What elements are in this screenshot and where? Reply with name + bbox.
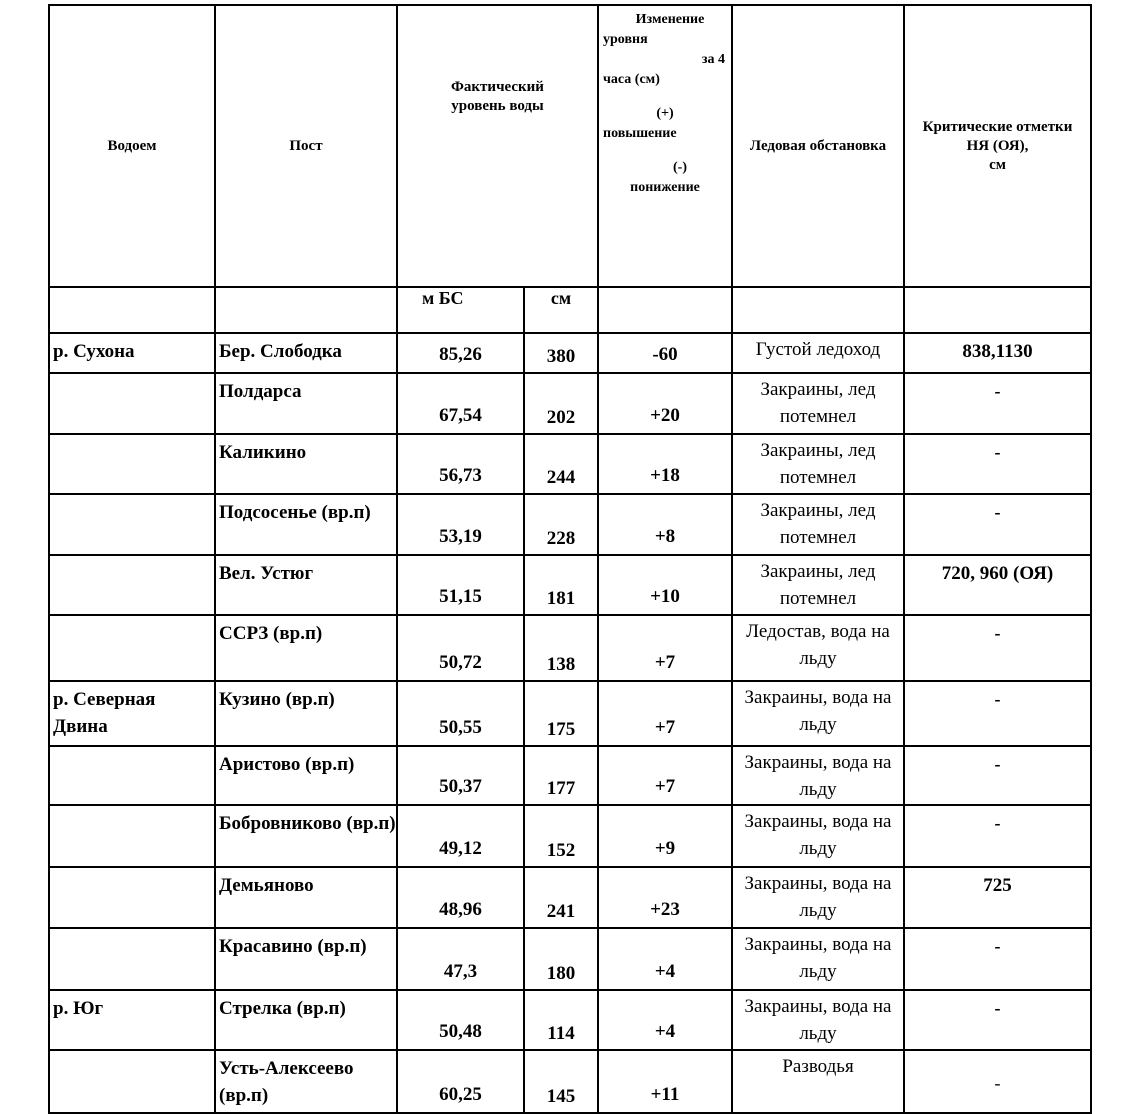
table-row bbox=[49, 333, 1091, 373]
cell-critical: - bbox=[904, 373, 1091, 434]
water-level-table bbox=[48, 4, 1092, 1114]
table-row bbox=[49, 928, 1091, 990]
cell-level-cm: 202 bbox=[524, 373, 598, 434]
cell-level-cm: 241 bbox=[524, 867, 598, 928]
header-vodoem: Водоем bbox=[49, 5, 215, 287]
cell-critical: - bbox=[904, 990, 1091, 1050]
cell-level-m-bs: 53,19 bbox=[397, 494, 524, 555]
cell-ice: Закраины, вода на льду bbox=[732, 867, 904, 928]
cell-post: Подсосенье (вр.п) bbox=[215, 494, 397, 555]
table-row bbox=[49, 867, 1091, 928]
cell-ice: Закраины, вода на льду bbox=[732, 805, 904, 867]
cell-change: +23 bbox=[598, 867, 732, 928]
cell-level-cm: 152 bbox=[524, 805, 598, 867]
table-row bbox=[49, 434, 1091, 494]
change-line: часа (см) bbox=[603, 72, 660, 87]
cell-level-cm: 380 bbox=[524, 333, 598, 373]
cell-ice: Закраины, вода на льду bbox=[732, 746, 904, 805]
cell-critical: - bbox=[904, 615, 1091, 681]
cell-post: Вел. Устюг bbox=[215, 555, 397, 615]
table-row bbox=[49, 494, 1091, 555]
cell-post: Аристово (вр.п) bbox=[215, 746, 397, 805]
units-row bbox=[49, 287, 1091, 333]
cell-level-cm: 177 bbox=[524, 746, 598, 805]
cell-vodoem bbox=[49, 1050, 215, 1113]
cell-level-m-bs: 50,37 bbox=[397, 746, 524, 805]
units-empty bbox=[49, 287, 215, 333]
cell-critical: - bbox=[904, 434, 1091, 494]
change-line: уровня bbox=[603, 32, 648, 47]
cell-ice: Закраины, лед потемнел bbox=[732, 373, 904, 434]
cell-change: +10 bbox=[598, 555, 732, 615]
change-line: (+) bbox=[656, 106, 674, 121]
cell-level-m-bs: 50,72 bbox=[397, 615, 524, 681]
cell-level-cm: 244 bbox=[524, 434, 598, 494]
table-row bbox=[49, 373, 1091, 434]
unit-m-bs: м БС bbox=[397, 287, 524, 333]
cell-change: +11 bbox=[598, 1050, 732, 1113]
cell-vodoem bbox=[49, 805, 215, 867]
table-row bbox=[49, 681, 1091, 746]
table-row bbox=[49, 1050, 1091, 1113]
cell-ice: Закраины, лед потемнел bbox=[732, 434, 904, 494]
table-row bbox=[49, 805, 1091, 867]
cell-ice: Закраины, вода на льду bbox=[732, 681, 904, 746]
cell-level-cm: 180 bbox=[524, 928, 598, 990]
cell-post: Демьяново bbox=[215, 867, 397, 928]
cell-level-cm: 228 bbox=[524, 494, 598, 555]
header-post: Пост bbox=[215, 5, 397, 287]
cell-level-m-bs: 48,96 bbox=[397, 867, 524, 928]
cell-vodoem bbox=[49, 746, 215, 805]
cell-change: +18 bbox=[598, 434, 732, 494]
cell-level-cm: 181 bbox=[524, 555, 598, 615]
header-ice: Ледовая обстановка bbox=[732, 5, 904, 287]
units-empty bbox=[598, 287, 732, 333]
cell-critical: - bbox=[904, 681, 1091, 746]
cell-post: Кузино (вр.п) bbox=[215, 681, 397, 746]
cell-change: +7 bbox=[598, 681, 732, 746]
cell-post: Бобровниково (вр.п) bbox=[215, 805, 397, 867]
header-change bbox=[598, 5, 732, 287]
cell-level-m-bs: 56,73 bbox=[397, 434, 524, 494]
cell-change: -60 bbox=[598, 333, 732, 373]
cell-change: +4 bbox=[598, 990, 732, 1050]
cell-vodoem bbox=[49, 928, 215, 990]
units-empty bbox=[904, 287, 1091, 333]
cell-vodoem: р. Юг bbox=[49, 990, 215, 1050]
cell-level-cm: 138 bbox=[524, 615, 598, 681]
cell-vodoem bbox=[49, 373, 215, 434]
units-empty bbox=[215, 287, 397, 333]
cell-change: +9 bbox=[598, 805, 732, 867]
cell-vodoem bbox=[49, 867, 215, 928]
cell-post: Бер. Слободка bbox=[215, 333, 397, 373]
cell-ice: Ледостав, вода на льду bbox=[732, 615, 904, 681]
cell-critical: - bbox=[904, 1050, 1091, 1113]
cell-change: +7 bbox=[598, 746, 732, 805]
table-row bbox=[49, 615, 1091, 681]
cell-level-m-bs: 50,55 bbox=[397, 681, 524, 746]
unit-cm: см bbox=[524, 287, 598, 333]
cell-level-m-bs: 49,12 bbox=[397, 805, 524, 867]
cell-critical: - bbox=[904, 494, 1091, 555]
critical-line: Критические отметки bbox=[922, 118, 1073, 135]
critical-line: НЯ (ОЯ), bbox=[966, 137, 1029, 154]
cell-ice: Разводья bbox=[732, 1050, 904, 1113]
cell-post: Усть-Алексеево (вр.п) bbox=[215, 1050, 397, 1113]
change-line: за 4 bbox=[701, 52, 725, 67]
cell-ice: Закраины, вода на льду bbox=[732, 928, 904, 990]
cell-change: +7 bbox=[598, 615, 732, 681]
change-line: (-) bbox=[673, 160, 687, 175]
cell-ice: Закраины, лед потемнел bbox=[732, 555, 904, 615]
cell-level-cm: 145 bbox=[524, 1050, 598, 1113]
cell-level-m-bs: 47,3 bbox=[397, 928, 524, 990]
header-critical bbox=[904, 5, 1091, 287]
table-row bbox=[49, 746, 1091, 805]
cell-critical: - bbox=[904, 746, 1091, 805]
cell-post: Полдарса bbox=[215, 373, 397, 434]
cell-ice: Густой ледоход bbox=[732, 333, 904, 373]
cell-change: +4 bbox=[598, 928, 732, 990]
cell-level-m-bs: 85,26 bbox=[397, 333, 524, 373]
cell-level-m-bs: 60,25 bbox=[397, 1050, 524, 1113]
change-line: понижение bbox=[630, 180, 700, 195]
cell-post: Каликино bbox=[215, 434, 397, 494]
cell-ice: Закраины, лед потемнел bbox=[732, 494, 904, 555]
table-row bbox=[49, 555, 1091, 615]
cell-critical: 725 bbox=[904, 867, 1091, 928]
cell-vodoem: р. Сухона bbox=[49, 333, 215, 373]
cell-level-m-bs: 67,54 bbox=[397, 373, 524, 434]
cell-post: ССРЗ (вр.п) bbox=[215, 615, 397, 681]
header-row bbox=[49, 5, 1091, 287]
change-line: Изменение bbox=[635, 12, 705, 27]
critical-line: см bbox=[989, 156, 1006, 173]
cell-change: +20 bbox=[598, 373, 732, 434]
change-line: повышение bbox=[603, 126, 677, 141]
cell-level-m-bs: 51,15 bbox=[397, 555, 524, 615]
cell-critical: 720, 960 (ОЯ) bbox=[904, 555, 1091, 615]
cell-post: Красавино (вр.п) bbox=[215, 928, 397, 990]
table-row bbox=[49, 990, 1091, 1050]
cell-critical: 838,1130 bbox=[904, 333, 1091, 373]
cell-change: +8 bbox=[598, 494, 732, 555]
cell-ice: Закраины, вода на льду bbox=[732, 990, 904, 1050]
cell-vodoem bbox=[49, 434, 215, 494]
header-fact-level: Фактический уровень воды bbox=[397, 5, 598, 287]
cell-critical: - bbox=[904, 805, 1091, 867]
cell-critical: - bbox=[904, 928, 1091, 990]
cell-vodoem bbox=[49, 494, 215, 555]
cell-level-m-bs: 50,48 bbox=[397, 990, 524, 1050]
cell-level-cm: 175 bbox=[524, 681, 598, 746]
cell-post: Стрелка (вр.п) bbox=[215, 990, 397, 1050]
cell-vodoem bbox=[49, 615, 215, 681]
cell-vodoem: р. Северная Двина bbox=[49, 681, 215, 746]
cell-vodoem bbox=[49, 555, 215, 615]
cell-level-cm: 114 bbox=[524, 990, 598, 1050]
units-empty bbox=[732, 287, 904, 333]
